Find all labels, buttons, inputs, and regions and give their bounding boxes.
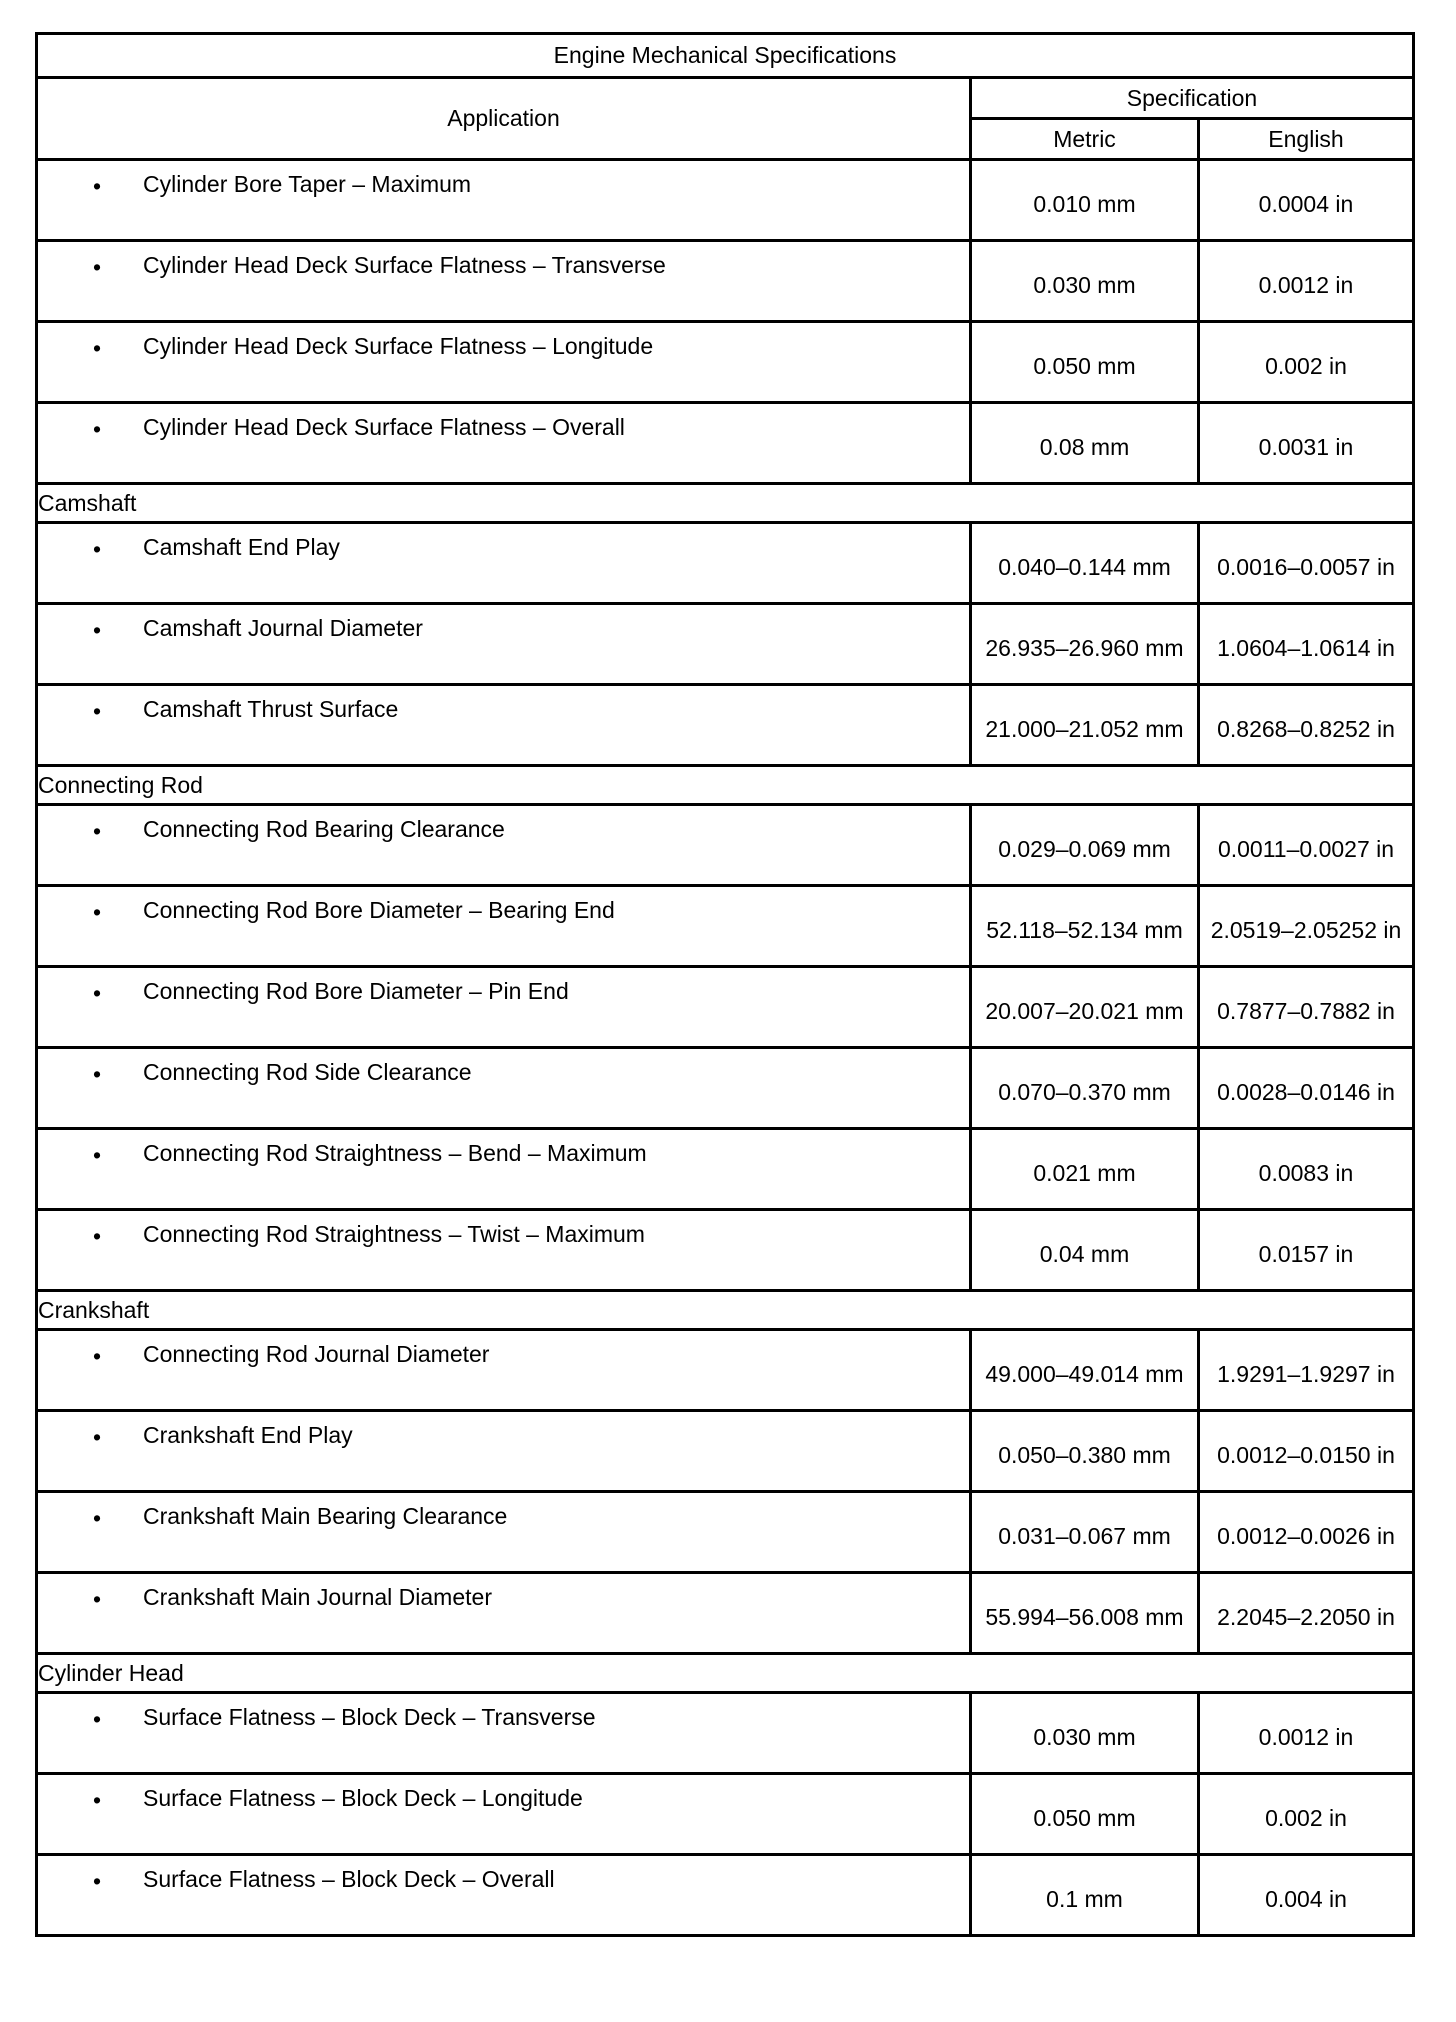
bullet-icon: • [92,416,102,442]
table-row [37,1855,1414,1936]
table-row [37,241,1414,322]
application-label: Cylinder Head Deck Surface Flatness – Transverse [143,252,666,278]
table-row [37,322,1414,403]
application-label: Camshaft Journal Diameter [143,615,423,641]
table-row [37,523,1414,604]
english-value: 0.0012 in [1199,1693,1414,1774]
application-label: Connecting Rod Side Clearance [143,1059,472,1085]
english-value: 0.8268–0.8252 in [1199,685,1414,766]
english-value: 0.0031 in [1199,403,1414,484]
bullet-icon: • [92,1868,102,1894]
table-row [37,604,1414,685]
application-cell [37,886,971,967]
application-cell [37,1492,971,1573]
bullet-icon: • [92,1706,102,1732]
english-value: 0.002 in [1199,1774,1414,1855]
table-row [37,160,1414,241]
application-cell [37,1774,971,1855]
application-label: Connecting Rod Straightness – Bend – Maximum [143,1140,647,1166]
english-value: 0.0011–0.0027 in [1199,805,1414,886]
application-cell [37,322,971,403]
application-cell [37,1210,971,1291]
application-label: Connecting Rod Straightness – Twist – Maximum [143,1221,645,1247]
english-value: 0.0012–0.0026 in [1199,1492,1414,1573]
english-value: 0.0157 in [1199,1210,1414,1291]
bullet-icon: • [92,254,102,280]
metric-value: 21.000–21.052 mm [971,685,1199,766]
bullet-icon: • [92,1424,102,1450]
application-cell [37,1693,971,1774]
table-row [37,1129,1414,1210]
table-row [37,1693,1414,1774]
spec-body [37,160,1414,1936]
application-cell [37,1573,971,1654]
application-label: Surface Flatness – Block Deck – Longitude [143,1785,583,1811]
application-cell [37,1048,971,1129]
metric-value: 0.040–0.144 mm [971,523,1199,604]
metric-value: 49.000–49.014 mm [971,1330,1199,1411]
english-value: 0.0004 in [1199,160,1414,241]
table-title-row [37,34,1414,78]
metric-value: 0.021 mm [971,1129,1199,1210]
section-heading: Crankshaft [37,1291,1414,1330]
application-label: Surface Flatness – Block Deck – Overall [143,1866,555,1892]
bullet-icon: • [92,1505,102,1531]
metric-value: 20.007–20.021 mm [971,967,1199,1048]
application-cell [37,805,971,886]
application-cell [37,604,971,685]
application-label: Connecting Rod Journal Diameter [143,1341,490,1367]
bullet-icon: • [92,617,102,643]
section-heading: Camshaft [37,484,1414,523]
table-row [37,805,1414,886]
english-value: 0.004 in [1199,1855,1414,1936]
metric-value: 0.050–0.380 mm [971,1411,1199,1492]
section-row [37,484,1414,523]
bullet-icon: • [92,1787,102,1813]
bullet-icon: • [92,1142,102,1168]
table-row [37,1774,1414,1855]
table-row [37,1210,1414,1291]
table-row [37,967,1414,1048]
section-heading: Connecting Rod [37,766,1414,805]
bullet-icon: • [92,818,102,844]
application-label: Camshaft Thrust Surface [143,696,399,722]
application-label: Cylinder Bore Taper – Maximum [143,171,472,197]
bullet-icon: • [92,536,102,562]
table-row [37,1411,1414,1492]
section-row [37,766,1414,805]
english-value: 0.0083 in [1199,1129,1414,1210]
metric-value: 0.1 mm [971,1855,1199,1936]
metric-value: 0.030 mm [971,241,1199,322]
spec-table [35,32,1415,1937]
application-label: Camshaft End Play [143,534,340,560]
application-cell [37,403,971,484]
application-label: Connecting Rod Bore Diameter – Bearing End [143,897,615,923]
table-row [37,1048,1414,1129]
header-row [37,78,1414,119]
metric-value: 0.010 mm [971,160,1199,241]
application-cell [37,685,971,766]
english-value: 1.9291–1.9297 in [1199,1330,1414,1411]
application-cell [37,1855,971,1936]
table-row [37,403,1414,484]
english-value: 1.0604–1.0614 in [1199,604,1414,685]
bullet-icon: • [92,698,102,724]
application-label: Connecting Rod Bore Diameter – Pin End [143,978,569,1004]
table-row [37,886,1414,967]
application-label: Surface Flatness – Block Deck – Transverse [143,1704,596,1730]
bullet-icon: • [92,335,102,361]
application-cell [37,967,971,1048]
metric-header: Metric [971,119,1199,160]
english-value: 2.2045–2.2050 in [1199,1573,1414,1654]
bullet-icon: • [92,173,102,199]
metric-value: 0.08 mm [971,403,1199,484]
english-value: 0.0028–0.0146 in [1199,1048,1414,1129]
application-label: Cylinder Head Deck Surface Flatness – Longitude [143,333,654,359]
bullet-icon: • [92,899,102,925]
metric-value: 0.030 mm [971,1693,1199,1774]
table-row [37,685,1414,766]
table-title: Engine Mechanical Specifications [37,34,1414,78]
english-value: 0.7877–0.7882 in [1199,967,1414,1048]
metric-value: 52.118–52.134 mm [971,886,1199,967]
metric-value: 55.994–56.008 mm [971,1573,1199,1654]
bullet-icon: • [92,980,102,1006]
application-label: Crankshaft Main Bearing Clearance [143,1503,508,1529]
application-cell [37,1411,971,1492]
bullet-icon: • [92,1586,102,1612]
metric-value: 0.050 mm [971,322,1199,403]
table-row [37,1492,1414,1573]
application-label: Crankshaft End Play [143,1422,353,1448]
metric-value: 0.029–0.069 mm [971,805,1199,886]
english-header: English [1199,119,1414,160]
specification-header: Specification [971,78,1414,119]
application-header: Application [37,78,971,160]
metric-value: 0.050 mm [971,1774,1199,1855]
section-row [37,1654,1414,1693]
english-value: 2.0519–2.05252 in [1199,886,1414,967]
application-cell [37,160,971,241]
application-label: Cylinder Head Deck Surface Flatness – Overall [143,414,625,440]
metric-value: 0.070–0.370 mm [971,1048,1199,1129]
bullet-icon: • [92,1343,102,1369]
application-label: Crankshaft Main Journal Diameter [143,1584,492,1610]
bullet-icon: • [92,1223,102,1249]
english-value: 0.0012–0.0150 in [1199,1411,1414,1492]
application-cell [37,523,971,604]
english-value: 0.002 in [1199,322,1414,403]
application-cell [37,241,971,322]
english-value: 0.0016–0.0057 in [1199,523,1414,604]
application-cell [37,1129,971,1210]
bullet-icon: • [92,1061,102,1087]
application-label: Connecting Rod Bearing Clearance [143,816,505,842]
table-row [37,1573,1414,1654]
metric-value: 0.04 mm [971,1210,1199,1291]
section-heading: Cylinder Head [37,1654,1414,1693]
english-value: 0.0012 in [1199,241,1414,322]
metric-value: 26.935–26.960 mm [971,604,1199,685]
metric-value: 0.031–0.067 mm [971,1492,1199,1573]
application-cell [37,1330,971,1411]
section-row [37,1291,1414,1330]
table-row [37,1330,1414,1411]
